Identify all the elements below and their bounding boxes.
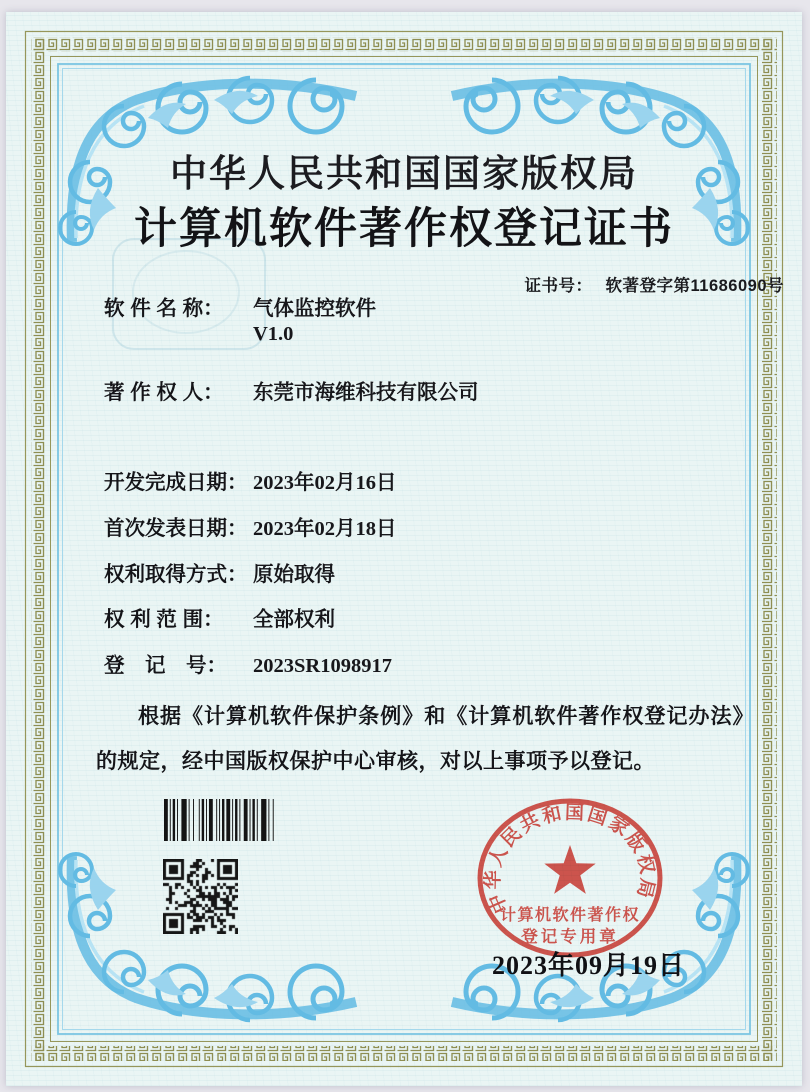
field-value: 2023年02月16日 [253,472,397,494]
field-value: 全部权利 [253,609,335,631]
field-row-dev-complete-date [104,465,724,493]
field-row-right-acquisition [104,557,724,585]
field-row-copyright-owner [104,375,724,403]
field-label: 登 记 号： [104,654,227,677]
seal-ring-text: 中华人民共和国国家版权局 [482,802,658,917]
issue-date: 2023年09月19日 [492,951,686,980]
field-value: 2023年02月18日 [253,518,397,540]
certificate-paper [6,12,802,1086]
authority-title: 中华人民共和国国家版权局 [170,154,638,195]
field-row-software-name [104,291,724,319]
qr-code [163,859,238,934]
certificate-number-value: 软著登字第11686090号 [605,277,785,295]
field-label: 首次发表日期： [104,517,248,540]
seal-caption-line2: 登记专用章 [521,927,619,946]
field-row-right-scope [104,602,724,630]
certificate-title: 计算机软件著作权登记证书 [134,206,674,253]
field-label: 软 件 名 称： [104,297,224,320]
field-value: 东莞市海维科技有限公司 [253,382,479,404]
seal-star-icon [544,845,595,894]
field-label: 权利取得方式： [104,563,248,586]
field-row-registration-number [104,648,724,676]
field-label: 开发完成日期： [104,471,248,494]
seal-caption-line1: 计算机软件著作权 [499,907,641,924]
field-value: 2023SR1098917 [253,655,392,677]
field-value: 气体监控软件 [253,298,376,320]
certificate-number-label: 证书号： [524,277,593,295]
field-label: 著 作 权 人： [104,381,224,404]
software-version: V1.0 [253,323,294,345]
field-label: 权 利 范 围： [104,608,224,631]
field-row-first-publish-date [104,511,724,539]
registration-statement: 根据《计算机软件保护条例》和《计算机软件著作权登记办法》的规定，经中国版权保护中心审核，对以上事项予以登记。 [96,705,754,773]
barcode [164,799,282,842]
field-value: 原始取得 [253,564,335,586]
